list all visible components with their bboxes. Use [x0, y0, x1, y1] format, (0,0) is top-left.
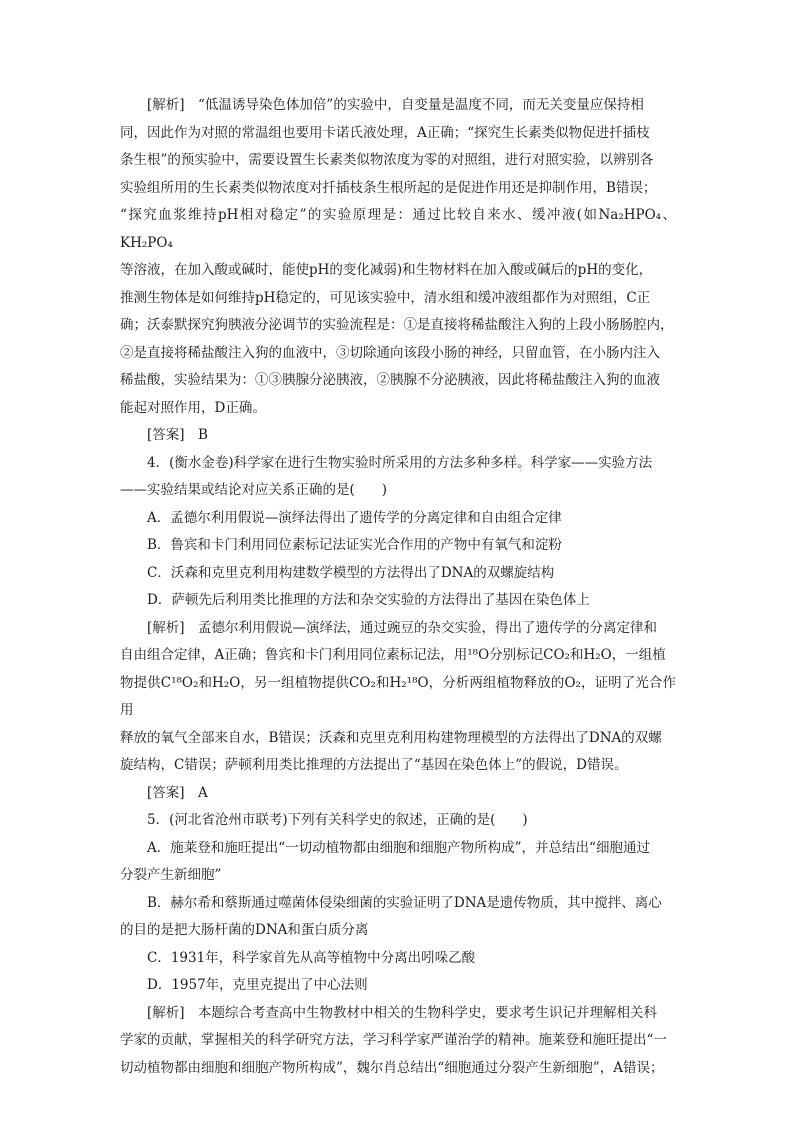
analysis-line: 学家的贡献，掌握相关的科学研究方法，学习科学家严谨治学的精神。施莱登和施旺提出“一 [120, 1032, 667, 1048]
answer-label: [答案] A [147, 784, 208, 801]
option-a: A．施莱登和施旺提出“一切动植物都由细胞和细胞产物所构成”，并总结出“细胞通过 [147, 839, 650, 856]
option-d: D．萨顿先后利用类比推理的方法和杂交实验的方法得出了基因在染色体上 [147, 592, 590, 608]
option-c: C．1931年，科学家首先从高等植物中分离出吲哚乙酸 [147, 949, 476, 966]
question-stem-line: ——实验结果或结论对应关系正确的是( ) [120, 482, 388, 498]
analysis-line: 能起对照作用，D正确。 [120, 399, 266, 416]
question-stem-line: 5．(河北省沧州市联考)下列有关科学史的叙述，正确的是( ) [147, 812, 528, 828]
option-b-cont: 的目的是把大肠杆菌的DNA和蛋白质分离 [120, 922, 369, 938]
analysis-line: 推测生物体是如何维持pH稳定的，可见该实验中，清水组和缓冲液组都作为对照组，C正 [120, 289, 651, 306]
option-a: A．孟德尔利用假说—演绎法得出了遗传学的分离定律和自由组合定律 [147, 509, 562, 526]
analysis-line: 实验组所用的生长素类似物浓度对扦插枝条生根所起的是促进作用还是抑制作用，B错误； [120, 179, 657, 196]
analysis-line: 条生根”的预实验中，需要设置生长素类似物浓度为零的对照组，进行对照实验，以辨别各 [120, 152, 654, 168]
analysis-line: 稀盐酸，实验结果为：①③胰腺分泌胰液，②胰腺不分泌胰液，因此将稀盐酸注入狗的血液 [120, 372, 660, 388]
analysis-line: “探究血浆维持pH相对稳定”的实验原理是：通过比较自来水、缓冲液(如Na₂HPO₄、KH₂PO₄ [120, 207, 676, 251]
analysis-line: [解析] 本题综合考查高中生物教材中相关的生物科学史，要求考生识记并理解相关科 [147, 1004, 658, 1021]
analysis-line: [解析] 孟德尔利用假说—演绎法，通过豌豆的杂交实验，得出了遗传学的分离定律和 [147, 619, 658, 636]
option-b: B．赫尔希和蔡斯通过噬菌体侵染细菌的实验证明了DNA是遗传物质，其中搅拌、离心 [147, 894, 662, 911]
analysis-line: 释放的氧气全部来自水，B错误；沃森和克里克利用构建物理模型的方法得出了DNA的双螺 [120, 729, 662, 746]
analysis-block-2 [120, 615, 676, 780]
answer-label: [答案] B [147, 427, 208, 443]
question-4 [120, 450, 676, 615]
option-d: D．1957年，克里克提出了中心法则 [147, 977, 368, 993]
analysis-line: 同，因此作为对照的常温组也要用卡诺氏液处理，A正确；“探究生长素类似物促进扦插枝 [120, 124, 650, 141]
analysis-line: 切动植物都由细胞和细胞产物所构成”，魏尔肖总结出“细胞通过分裂产生新细胞”，A错误； [120, 1059, 664, 1076]
analysis-line: 物提供C¹⁸O₂和H₂O，另一组植物提供CO₂和H₂¹⁸O，分析两组植物释放的O₂，证明了光合作用 [120, 674, 676, 718]
option-c: C．沃森和克里克利用构建数学模型的方法得出了DNA的双螺旋结构 [147, 564, 555, 581]
analysis-line: 自由组合定律，A正确；鲁宾和卡门利用同位素标记法，用¹⁸O分别标记CO₂和H₂O，一组植 [120, 647, 666, 663]
analysis-line: 确；沃泰默探究狗胰液分泌调节的实验流程是：①是直接将稀盐酸注入狗的上段小肠肠腔内， [120, 317, 674, 333]
question-5 [120, 807, 676, 1000]
analysis-line: [解析] “低温诱导染色体加倍”的实验中，自变量是温度不同，而无关变量应保持相 [147, 97, 644, 113]
analysis-line: ②是直接将稀盐酸注入狗的血液中，③切除通向该段小肠的神经，只留血管，在小肠内注入 [120, 344, 660, 361]
option-a-cont: 分裂产生新细胞” [120, 867, 222, 883]
document-page [120, 92, 676, 1082]
analysis-line: 等溶液，在加入酸或碱时，能使pH的变化减弱)和生物材料在加入酸或碱后的pH的变化， [120, 262, 653, 278]
analysis-block-3 [120, 1000, 676, 1083]
question-stem-line: 4．(衡水金卷)科学家在进行生物实验时所采用的方法多种多样。科学家——实验方法 [147, 454, 653, 471]
option-b: B．鲁宾和卡门利用同位素标记法证实光合作用的产物中有氧气和淀粉 [147, 537, 562, 553]
analysis-line: 旋结构，C错误；萨顿利用类比推理的方法提出了“基因在染色体上”的假说，D错误。 [120, 757, 628, 773]
analysis-block-1 [120, 92, 676, 422]
